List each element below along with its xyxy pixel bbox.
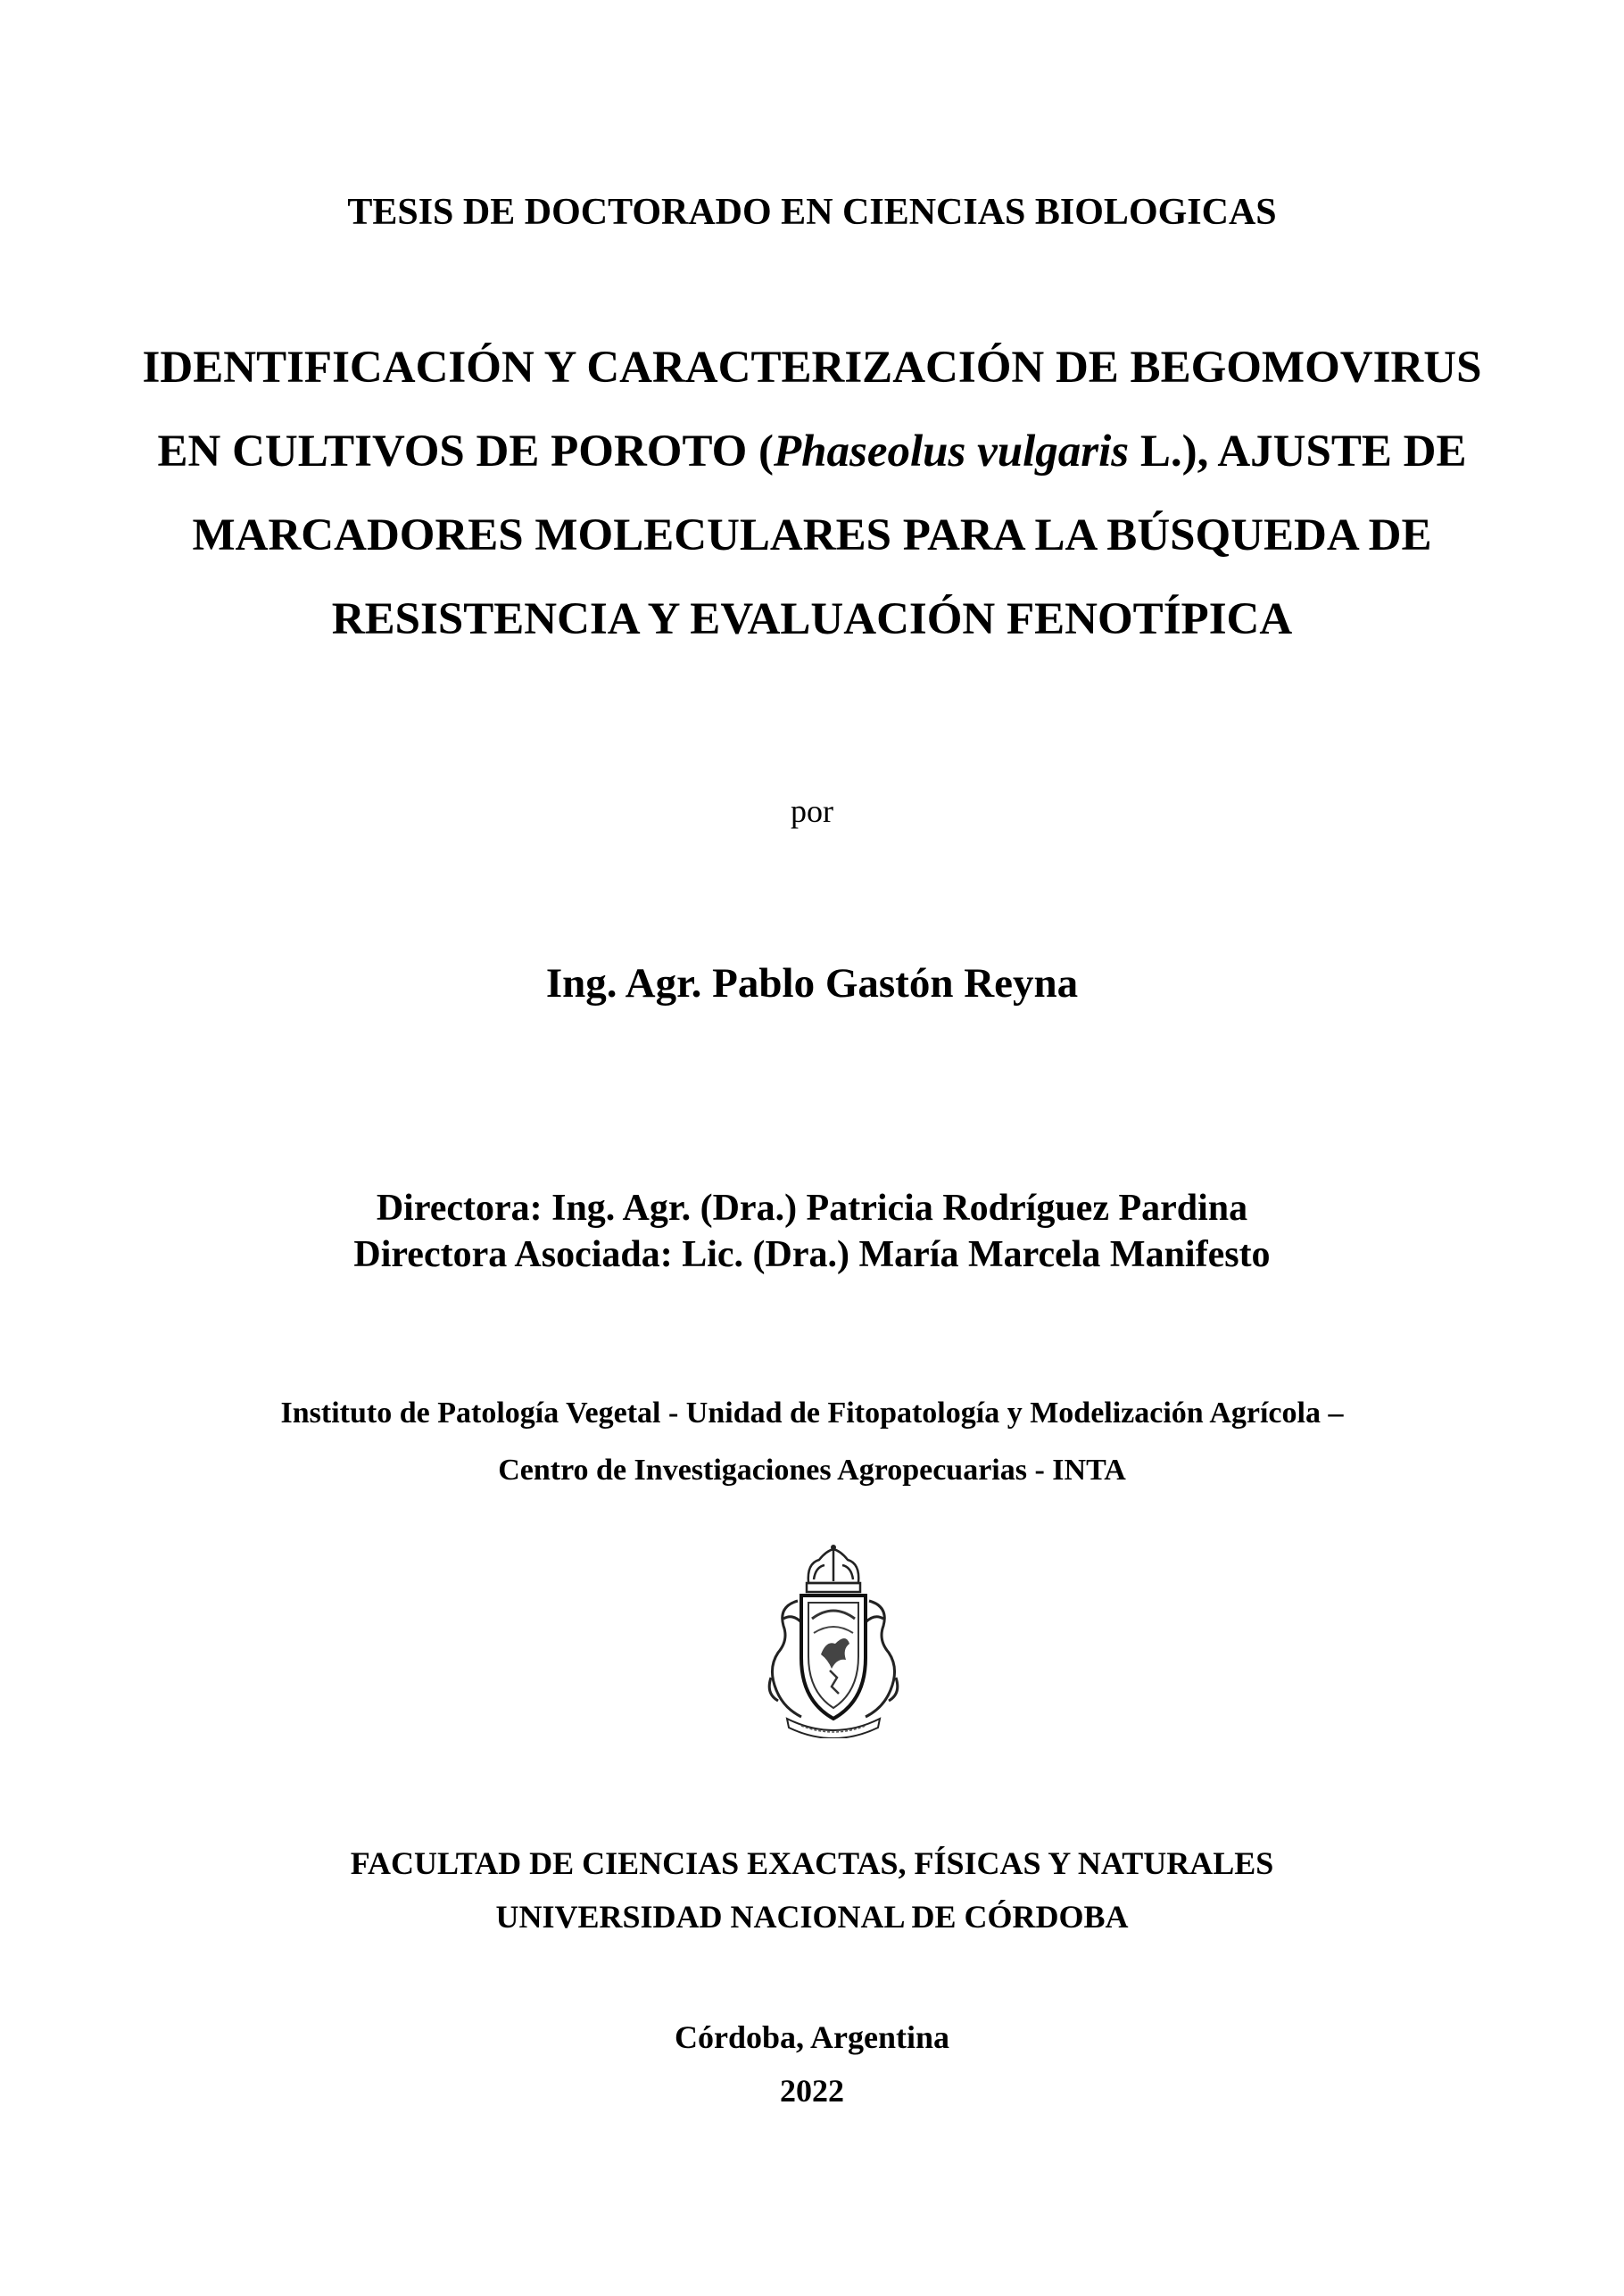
by-label: por bbox=[791, 793, 833, 829]
faculty-name: FACULTAD DE CIENCIAS EXACTAS, FÍSICAS Y NATURALES bbox=[350, 1845, 1274, 1881]
title-line-2 bbox=[0, 410, 1624, 493]
institute-line-2: Centro de Investigaciones Agropecuarias - INTA bbox=[498, 1454, 1126, 1487]
university-seal-icon bbox=[762, 1544, 905, 1738]
university-name: UNIVERSIDAD NACIONAL DE CÓRDOBA bbox=[495, 1899, 1129, 1935]
year: 2022 bbox=[780, 2073, 844, 2109]
title-line-3: MARCADORES MOLECULARES PARA LA BÚSQUEDA DE bbox=[192, 510, 1432, 560]
institute-block bbox=[0, 1385, 1624, 1499]
place: Córdoba, Argentina bbox=[674, 2019, 950, 2055]
species-name: Phaseolus vulgaris bbox=[773, 427, 1130, 477]
author-name: Ing. Agr. Pablo Gastón Reyna bbox=[545, 960, 1079, 1007]
thesis-title bbox=[0, 326, 1624, 661]
title-line-2-end: L.), AJUSTE DE bbox=[1129, 427, 1467, 477]
thesis-program: TESIS DE DOCTORADO EN CIENCIAS BIOLOGICAS bbox=[347, 192, 1277, 233]
title-line-2-start: EN CULTIVOS DE POROTO ( bbox=[157, 427, 774, 477]
directors-block bbox=[0, 1185, 1624, 1278]
faculty-block bbox=[0, 1836, 1624, 1944]
place-date-block bbox=[0, 2010, 1624, 2118]
director: Directora: Ing. Agr. (Dra.) Patricia Rodríguez Pardina bbox=[376, 1188, 1248, 1229]
title-line-1: IDENTIFICACIÓN Y CARACTERIZACIÓN DE BEGOMOVIRUS bbox=[142, 343, 1482, 393]
institute-line-1: Instituto de Patología Vegetal - Unidad de Fitopatología y Modelización Agrícola – bbox=[280, 1397, 1344, 1430]
associate-director: Directora Asociada: Lic. (Dra.) María Marcela Manifesto bbox=[353, 1234, 1271, 1275]
title-line-4: RESISTENCIA Y EVALUACIÓN FENOTÍPICA bbox=[331, 594, 1293, 644]
